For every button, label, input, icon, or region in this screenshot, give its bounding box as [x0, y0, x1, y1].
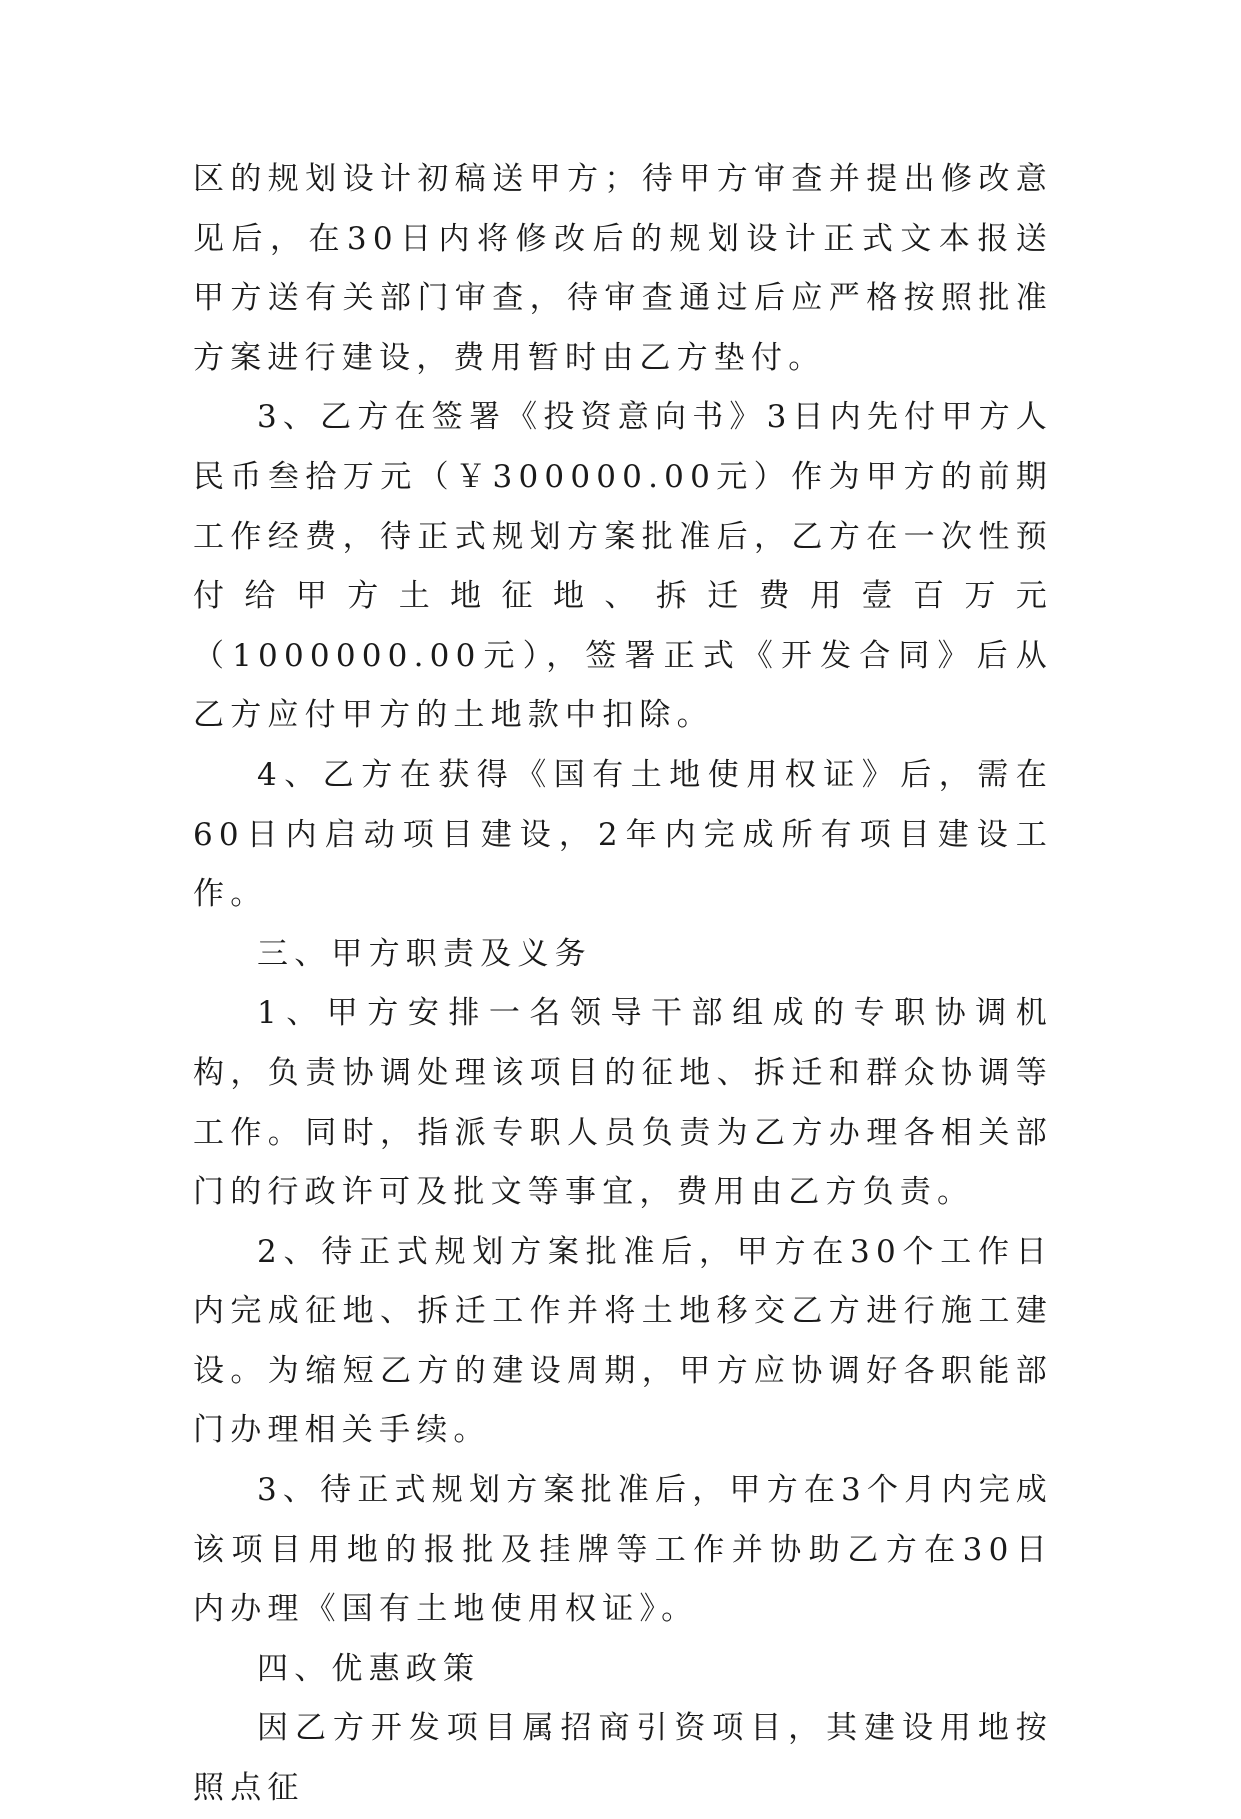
paragraph-party-a-clause-2: 2、待正式规划方案批准后，甲方在30个工作日内完成征地、拆迁工作并将土地移交乙方进行施工建设。为缩短乙方的建设周期，甲方应协调好各职能部门办理相关手续。 [193, 1233, 1053, 1449]
paragraph-plan-submission: 区的规划设计初稿送甲方；待甲方审查并提出修改意见后，在30日内将修改后的规划设计正式文本报送甲方送有关部门审查，待审查通过后应严格按照批准方案进行建设，费用暂时由乙方垫付。 [193, 161, 1053, 376]
document-body [193, 150, 1053, 1819]
paragraph-party-a-clause-1: 1、甲方安排一名领导干部组成的专职协调机构，负责协调处理该项目的征地、拆迁和群众协调等工作。同时，指派专职人员负责为乙方办理各相关部门的行政许可及批文等事宜，费用由乙方负责。 [193, 995, 1053, 1211]
paragraph-clause-4-construction: 4、乙方在获得《国有土地使用权证》后，需在60日内启动项目建设，2年内完成所有项目建设工作。 [193, 756, 1053, 913]
section-heading-party-a-duties: 三、甲方职责及义务 [257, 935, 592, 972]
paragraph-party-a-clause-3: 3、待正式规划方案批准后，甲方在3个月内完成该项目用地的报批及挂牌等工作并协助乙方在30日内办理《国有土地使用权证》。 [193, 1472, 1053, 1628]
paragraph-preferential-policy: 因乙方开发项目属招商引资项目，其建设用地按照点征 [193, 1710, 1053, 1807]
section-heading-preferential-policy: 四、优惠政策 [257, 1650, 481, 1687]
paragraph-clause-3-prepayment: 3、乙方在签署《投资意向书》3日内先付甲方人民币叁拾万元（￥300000.00元）作为甲方的前期工作经费，待正式规划方案批准后，乙方在一次性预付给甲方土地征地、拆迁费用壹百万元（1000000.00元），签署正式《开发合同》后从乙方应付甲方的土地款中扣除。 [193, 399, 1053, 734]
